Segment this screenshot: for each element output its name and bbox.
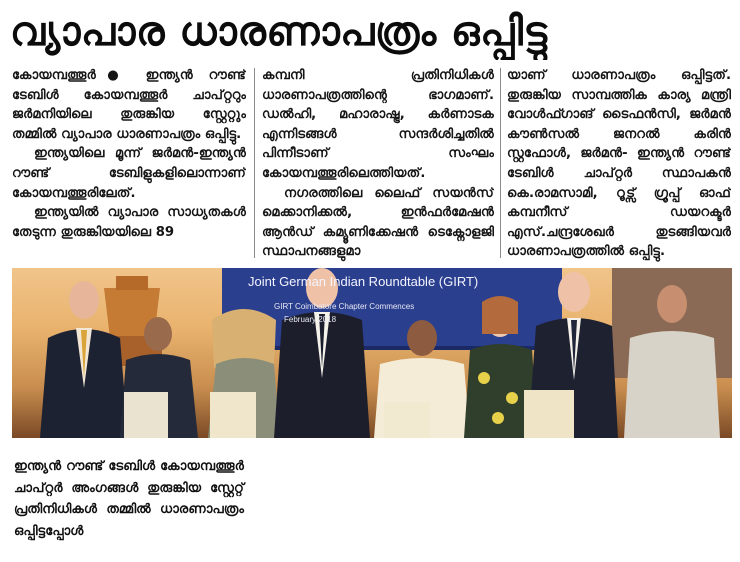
banner-title: Joint German Indian Roundtable (GIRT)	[248, 274, 479, 289]
column-2-paragraph-1: കമ്പനി പ്രതിനിധികൾ ധാരണാപത്രത്തിന്റെ ഭാഗമാണ്. ഡൽഹി, മഹാരാഷ്ട്ര, കർണാടക എന്നിടങ്ങൾ സന്ദർശിച്ചതിൽ പിന്നീടാണ് സംഘം കോയമ്പത്തൂരിലെത്തിയത്.	[262, 68, 494, 181]
column-1-paragraph-3: ഇന്ത്യയിൽ വ്യാപാര സാധ്യതകൾ തേടുന്ന തുരുങ്കിയയിലെ 89	[12, 205, 246, 240]
column-3-paragraph-1: യാണ് ധാരണാപത്രം ഒപ്പിട്ടത്. തുരുങ്കിയ സാമ്പത്തിക കാര്യ മന്ത്രി വോൾഫ്ഗാങ് ടൈഫൻസി, ജർമൻ കൗൺസൽ ജനറൽ കരിൻ സ്റ്റഫോൾ, ജർമൻ- ഇന്ത്യൻ റൗണ്ട് ടേബിൾ ചാപ്റ്റർ സ്ഥാപകൻ കെ.രാമസാമി, റൂട്സ് ഗ്രൂപ്പ് ഓഫ് കമ്പനീസ് ഡയറക്ടർ എസ്.ചന്ദ്രശേഖർ തുടങ്ങിയവർ ധാരണാപത്രത്തിൽ ഒപ്പിട്ടു.	[507, 68, 731, 260]
column-1-paragraph-1: കോയമ്പത്തൂർ● ഇന്ത്യൻ റൗണ്ട് ടേബിൾ കോയമ്പത്തൂർ ചാപ്റ്ററും ജർമനിയിലെ തുരുങ്കിയ സ്റ്റേറ്റും തമ്മിൽ വ്യാപാര ധാരണാപത്രം ഒപ്പിട്ടു.	[12, 68, 246, 142]
photo-illustration	[12, 268, 732, 438]
photo-caption: ഇന്ത്യൻ റൗണ്ട് ടേബിൾ കോയമ്പത്തൂർ ചാപ്റ്റർ അംഗങ്ങൾ തുരുങ്കിയ സ്റ്റേറ്റ് പ്രതിനിധികൾ തമ്മിൽ ധാരണാപത്രം ഒപ്പിട്ടപ്പോൾ	[14, 459, 244, 539]
article-column-2	[262, 66, 494, 262]
column-1-paragraph-2: ഇന്ത്യയിലെ മൂന്ന് ജർമൻ-ഇന്ത്യൻ റൗണ്ട് ടേബിളുകളിലൊന്നാണ് കോയമ്പത്തൂരിലേത്.	[12, 146, 246, 201]
article-column-1	[12, 66, 246, 262]
column-divider	[254, 68, 255, 258]
article-column-3	[507, 66, 731, 262]
article-headline: വ്യാപാര ധാരണാപത്രം ഒപ്പിട്ടു	[10, 9, 548, 55]
banner-subtitle: GIRT Coimbatore Chapter Commences	[274, 302, 415, 311]
banner-date: February 2018	[284, 315, 337, 324]
column-divider	[500, 68, 501, 258]
column-2-paragraph-2: നഗരത്തിലെ ലൈഫ് സയൻസ് മെക്കാനിക്കൽ, ഇൻഫർമേഷൻ ആൻഡ് കമ്യൂണിക്കേഷൻ ടെക്നോളജി സ്ഥാപനങ്ങളുമാ	[262, 185, 494, 260]
news-photo	[12, 268, 732, 438]
